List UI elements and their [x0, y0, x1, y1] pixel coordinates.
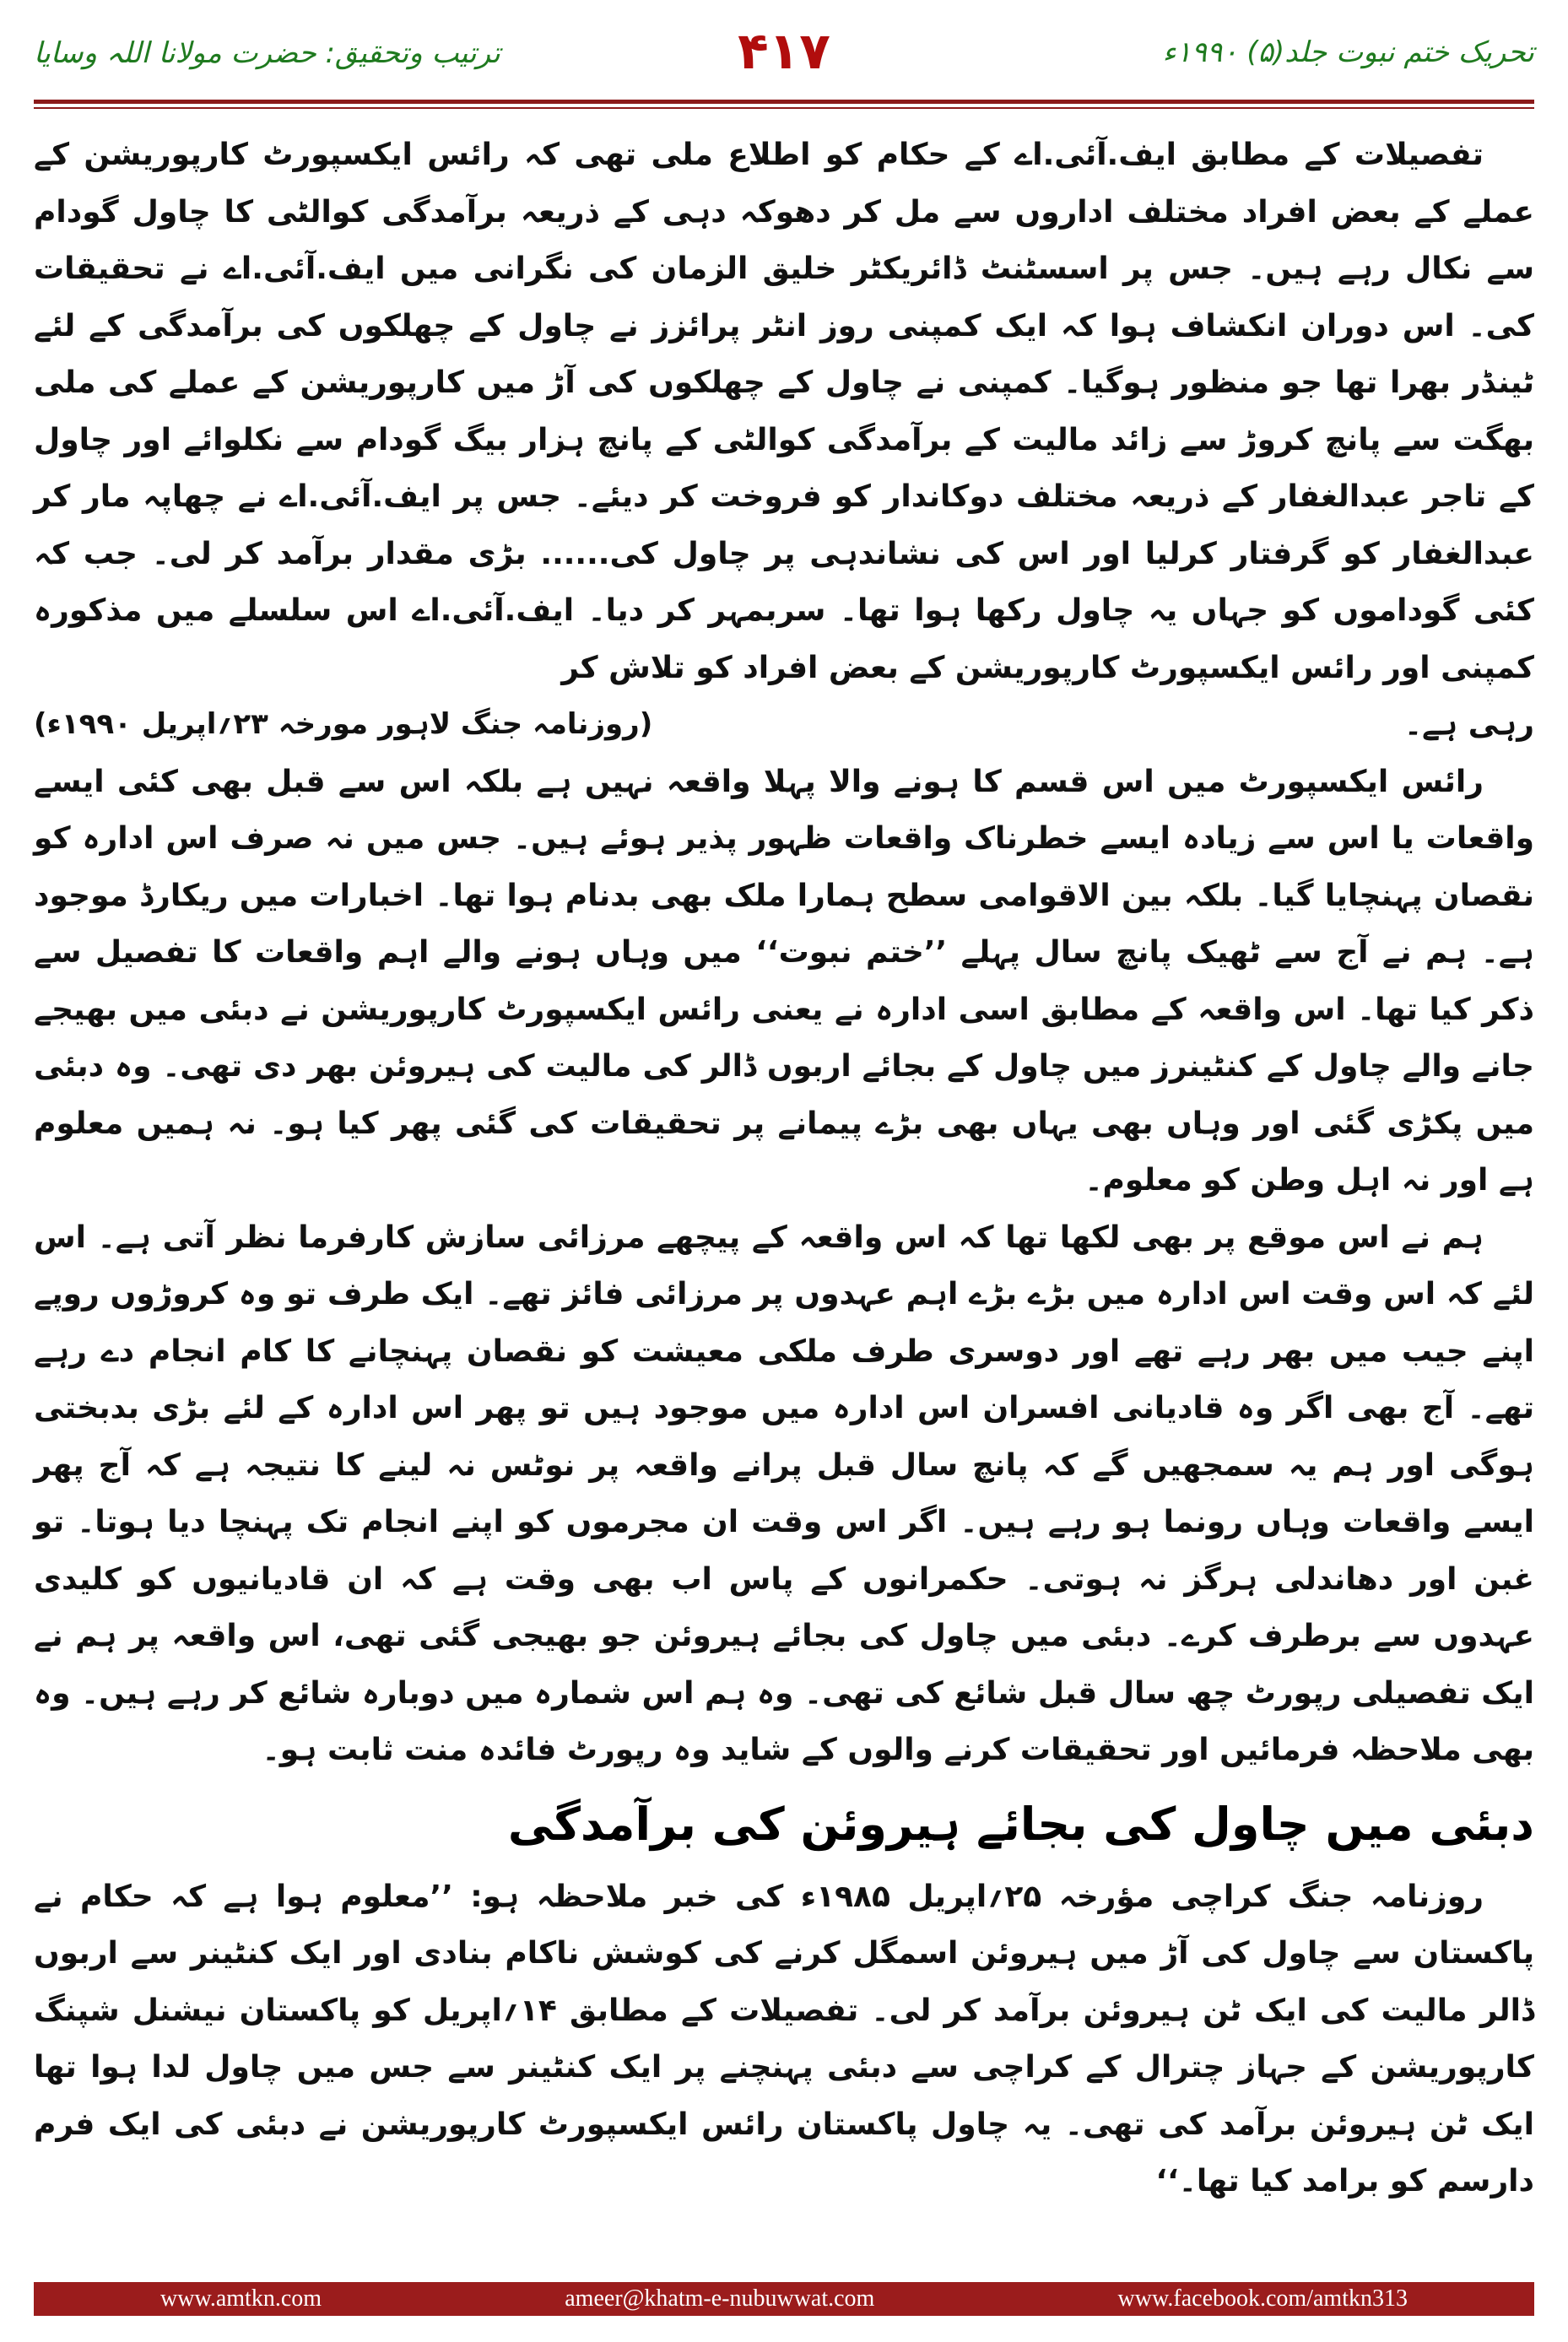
paragraph-news-report: تفصیلات کے مطابق ایف.آئی.اے کے حکام کو اطلاع ملی تھی کہ رائس ایکسپورٹ کارپوریشن کے عملے کے بعض افراد مختلف اداروں سے مل کر دھوکہ دہی کے ذریعہ برآمدگی کوالٹی کا چاول گودام سے نکال رہے ہیں۔ جس پر اسسٹنٹ ڈائریکٹر خلیق الزمان کی نگرانی میں ایف.آئی.اے نے تحقیقات کی۔ اس دوران انکشاف ہوا کہ ایک کمپنی روز انٹر پرائزز نے چاول کے چھلکوں کی برآمدگی کے لئے ٹینڈر بھرا تھا جو منظور ہوگیا۔ کمپنی نے چاول کے چھلکوں کی آڑ میں کارپوریشن کے عملے کی ملی بھگت سے پانچ کروڑ سے زائد مالیت کے برآمدگی کوالٹی کے پانچ ہزار بیگ گودام سے نکلوائے اور چاول کے تاجر عبدالغفار کے ذریعہ مختلف دوکاندار کو فروخت کر دیئے۔ جس پر ایف.آئی.اے نے چھاپہ مار کر عبدالغفار کو گرفتار کرلیا اور اس کی نشاندہی پر چاول کی...... بڑی مقدار برآمد کر لی۔ جب کہ کئی گوداموں کو جہاں یہ چاول رکھا ہوا تھا۔ سربمہر کر دیا۔ ایف.آئی.اے اس سلسلے میں مذکورہ کمپنی اور رائس ایکسپورٹ کارپوریشن کے بعض افراد کو تلاش کر [34, 138, 1534, 685]
book-title: تحریک ختم نبوت جلد(۵) ۱۹۹۰ء [1162, 35, 1534, 69]
website-link[interactable]: www.amtkn.com [160, 2285, 322, 2312]
paragraph-mirzai-conspiracy: ہم نے اس موقع پر بھی لکھا تھا کہ اس واقعہ کے پیچھے مرزائی سازش کارفرما نظر آتی ہے۔ اس لئے کہ اس وقت اس ادارہ میں بڑے بڑے اہم عہدوں پر مرزائی فائز تھے۔ ایک طرف تو وہ کروڑوں روپے اپنے جیب میں بھر رہے تھے اور دوسری طرف ملکی معیشت کو نقصان پہنچانے کا کام انجام دے رہے تھے۔ آج بھی اگر وہ قادیانی افسران اس ادارہ میں موجود ہیں تو پھر اس ادارہ کے لئے بڑی بدبختی ہوگی اور ہم یہ سمجھیں گے کہ پانچ سال قبل پرانے واقعہ پر نوٹس نہ لینے کا نتیجہ ہے کہ آج پھر ایسے واقعات وہاں رونما ہو رہے ہیں۔ اگر اس وقت ان مجرموں کو اپنے انجام تک پہنچا دیا ہوتا۔ تو غبن اور دھاندلی ہرگز نہ ہوتی۔ حکمرانوں کے پاس اب بھی وقت ہے کہ ان قادیانیوں کو کلیدی عہدوں سے برطرف کرے۔ دبئی میں چاول کی بجائے ہیروئن جو بھیجی گئی تھی، اس واقعہ پر ہم نے ایک تفصیلی رپورٹ چھ سال قبل شائع کی تھی۔ وہ ہم اس شمارہ میں دوبارہ شائع کر رہے ہیں۔ وہ بھی ملاحظہ فرمائیں اور تحقیقات کرنے والوں کے شاید وہ رپورٹ فائدہ منت ثابت ہو۔ [34, 1220, 1535, 1767]
paragraph-rice-export: رائس ایکسپورٹ میں اس قسم کا ہونے والا پہلا واقعہ نہیں ہے بلکہ اس سے قبل بھی کئی ایسے واقعات یا اس سے زیادہ ایسے خطرناک واقعات ظہور پذیر ہوئے ہیں۔ جس میں نہ صرف اس ادارہ کو نقصان پہنچایا گیا۔ بلکہ بین الاقوامی سطح ہمارا ملک بھی بدنام ہوا تھا۔ اخبارات میں ریکارڈ موجود ہے۔ ہم نے آج سے ٹھیک پانچ سال پہلے ’’ختم نبوت‘‘ میں وہاں ہونے والے اہم واقعات کا تفصیل سے ذکر کیا تھا۔ اس واقعہ کے مطابق اسی ادارہ نے یعنی رائس ایکسپورٹ کارپوریشن نے دبئی میں بھیجے جانے والے چاول کے کنٹینرز میں چاول کے بجائے اربوں ڈالر کی مالیت کی ہیروئن بھر دی تھی۔ وہ دبئی میں پکڑی گئی اور وہاں بھی یہاں بھی بڑے پیمانے پر تحقیقات کی گئی پھر کیا ہو۔ نہ ہمیں معلوم ہے اور نہ اہل وطن کو معلوم۔ [34, 764, 1534, 1198]
page-body [34, 127, 1534, 2211]
header-rule-thin [34, 107, 1534, 109]
email-link[interactable]: ameer@khatm-e-nubuwwat.com [565, 2285, 875, 2312]
paragraph-jang-karachi: روزنامہ جنگ کراچی مؤرخہ ۲۵؍اپریل ۱۹۸۵ء کی خبر ملاحظہ ہو: ’’معلوم ہوا ہے کہ حکام نے پاکستان سے چاول کی آڑ میں ہیروئن اسمگل کرنے کی کوشش ناکام بنادی اور ایک کنٹینر سے اربوں ڈالر مالیت کی ایک ٹن ہیروئن برآمد کر لی۔ تفصیلات کے مطابق ۱۴؍اپریل کو پاکستان نیشنل شپنگ کارپوریشن کے جہاز چترال کے کراچی سے دبئی پہنچنے پر ایک کنٹینر سے جس میں چاول لدا ہوا تھا ایک ٹن ہیروئن برآمد کی تھی۔ یہ چاول پاکستان رائس ایکسپورٹ کارپوریشن نے دبئی کی ایک فرم دارسم کو برامد کیا تھا۔‘‘ [34, 1879, 1534, 2199]
facebook-link[interactable]: www.facebook.com/amtkn313 [1117, 2285, 1408, 2312]
citation-jang-lahore: (روزنامہ جنگ لاہور مورخہ ۲۳؍اپریل ۱۹۹۰ء) [34, 707, 653, 741]
page-header [34, 19, 1534, 111]
header-rule [34, 100, 1534, 104]
paragraph-end: رہی ہے۔ [1403, 707, 1534, 742]
section-heading: دبئی میں چاول کی بجائے ہیروئن کی برآمدگی [507, 1797, 1534, 1851]
compiler-credit: ترتیب وتحقیق: حضرت مولانا اللہ وسایا [34, 36, 500, 70]
page-footer [34, 2282, 1534, 2316]
page-number: ۴۱۷ [738, 22, 830, 81]
citation-line [34, 696, 1534, 754]
